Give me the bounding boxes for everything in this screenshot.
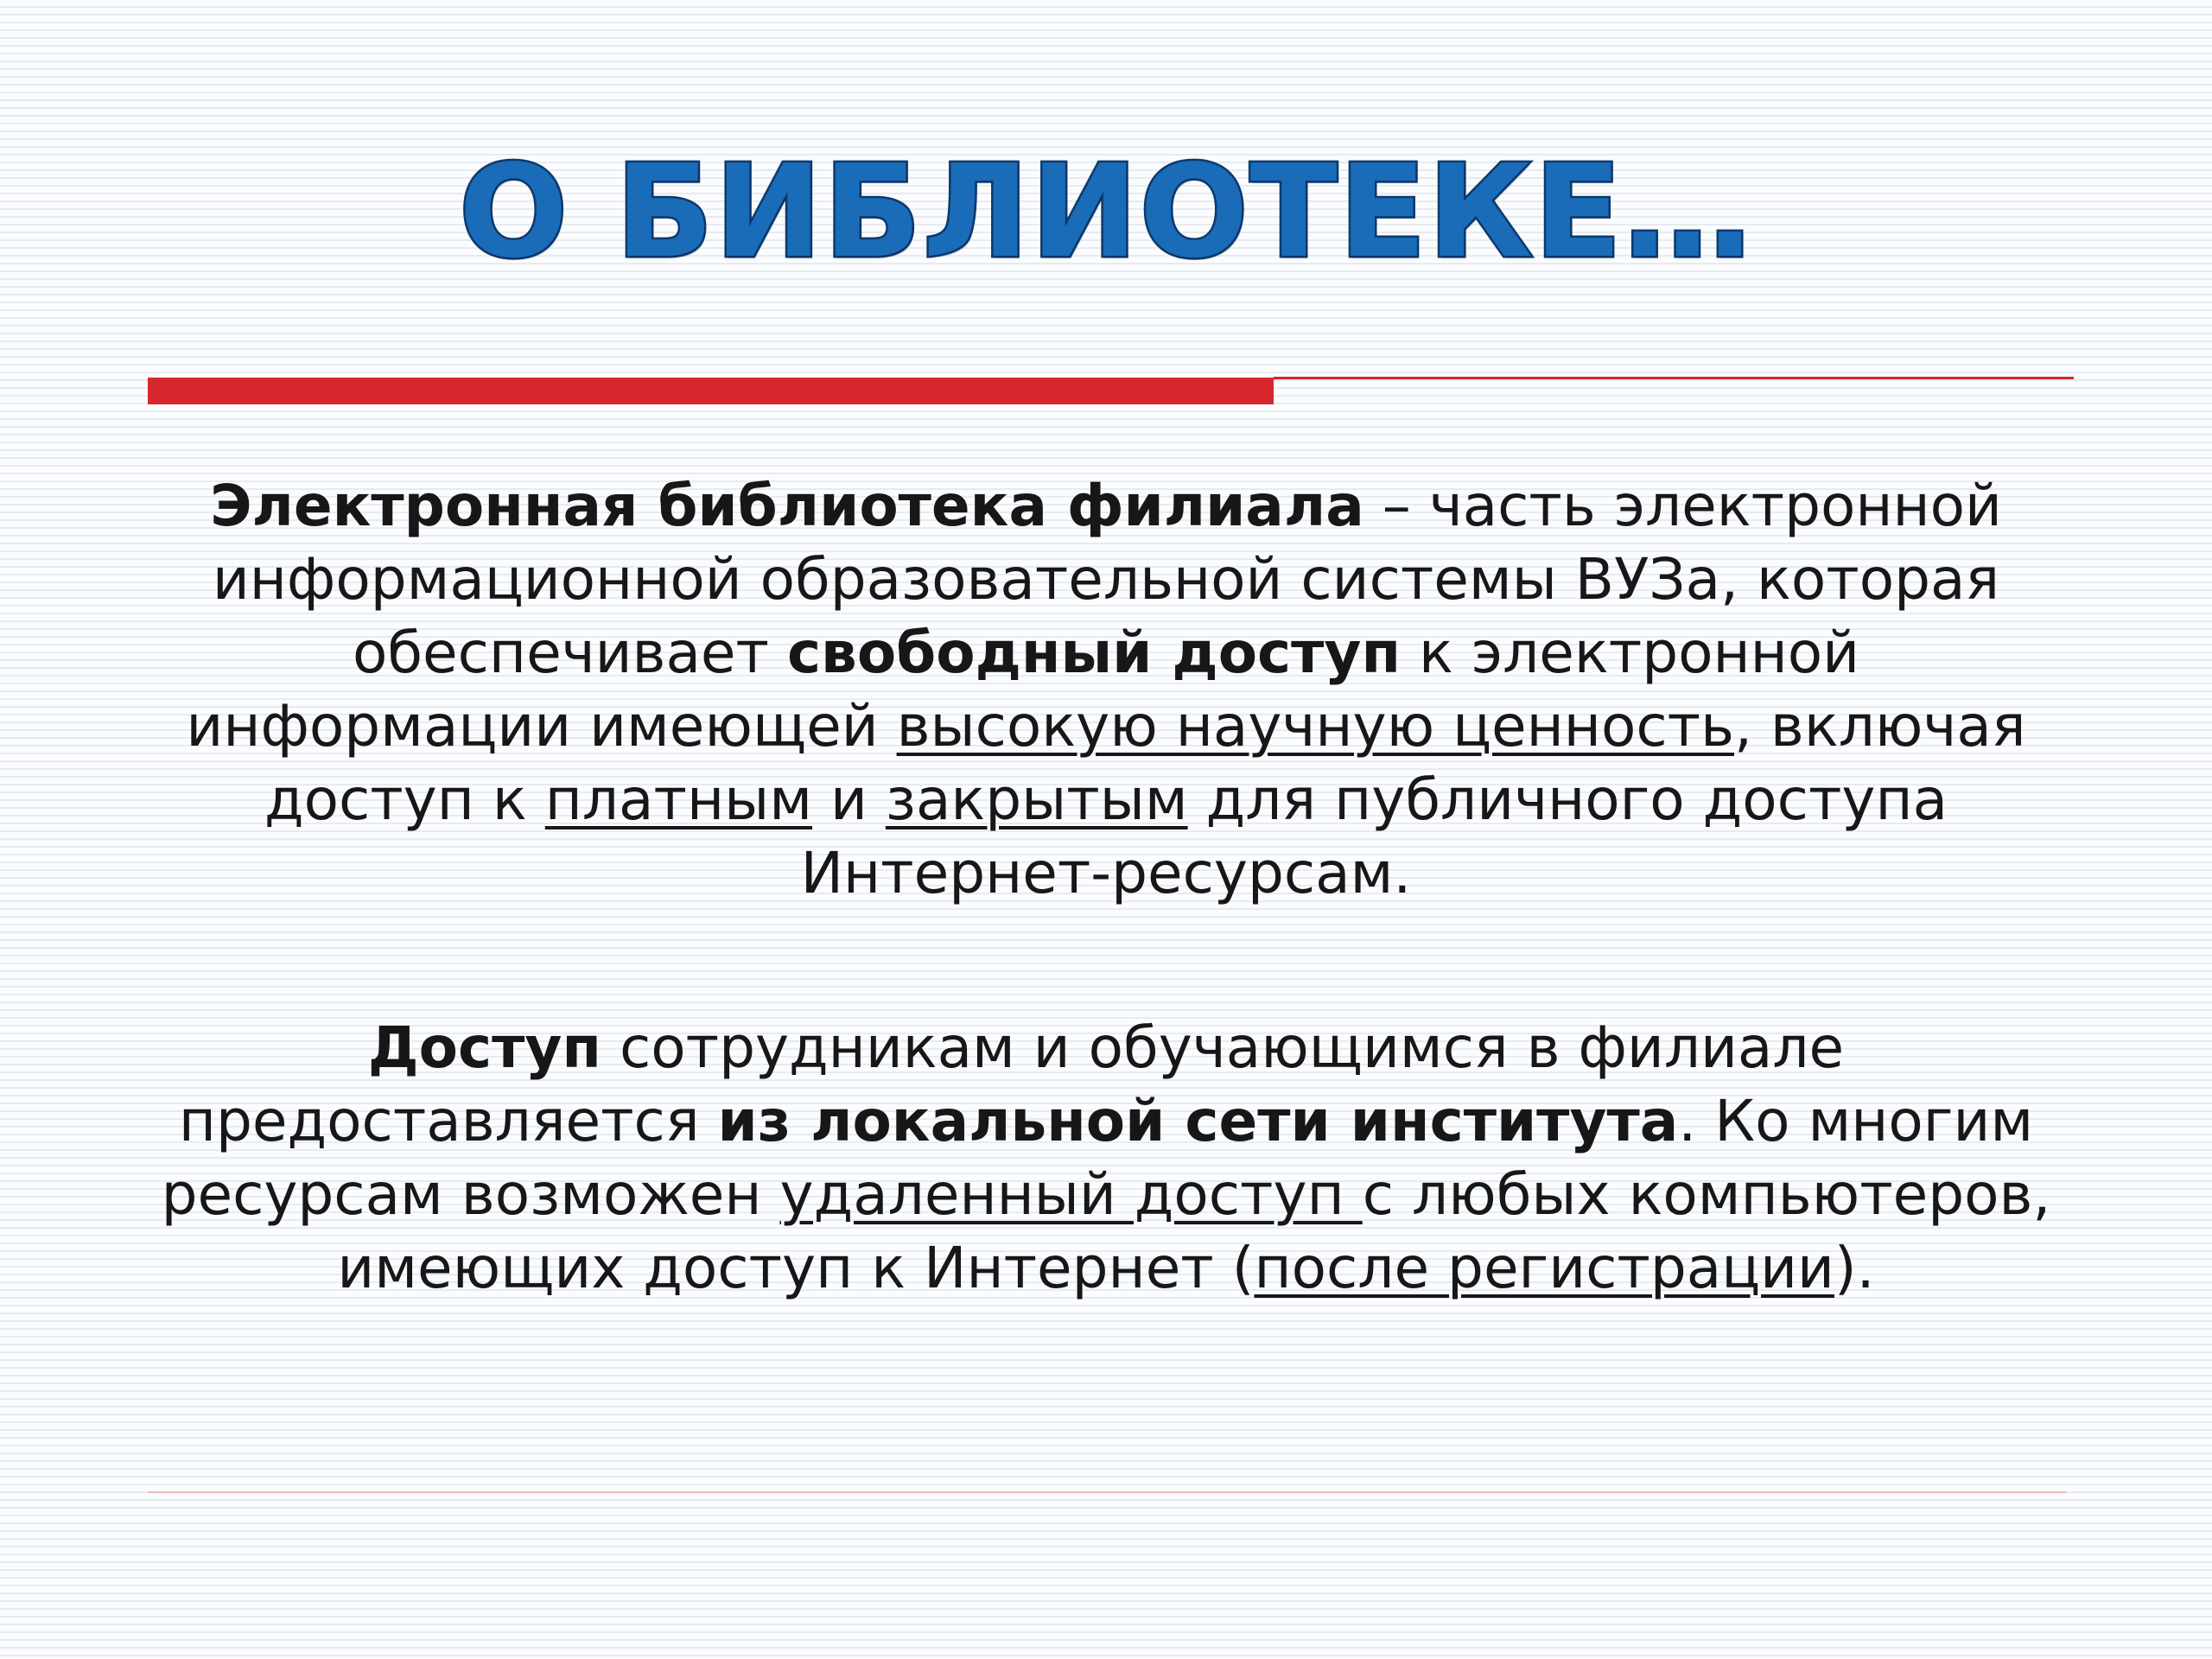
slide-title: О БИБЛИОТЕКЕ…: [459, 137, 1753, 286]
phrase-after-registration: после регистрации: [1254, 1235, 1834, 1301]
paragraph-text: и: [812, 766, 886, 833]
term-electronic-library: Электронная библиотека филиала: [210, 473, 1364, 539]
phrase-closed: закрытым: [885, 766, 1188, 833]
paragraph-text: ).: [1834, 1235, 1875, 1301]
phrase-remote-access: удаленный доступ: [779, 1161, 1363, 1228]
paragraph-electronic-library: [156, 469, 2056, 910]
paragraph-text: сотрудникам и обучающимся в филиале предоставляется: [178, 1014, 1845, 1154]
term-local-network: из локальной сети института: [717, 1088, 1679, 1154]
paragraph-text: к электронной информации имеющей: [186, 620, 1860, 760]
paragraph-text: – часть электронной информационной образовательной системы ВУЗа, которая обеспечивает: [212, 473, 2002, 686]
term-access: Доступ: [367, 1014, 601, 1081]
footer-divider: [148, 1491, 2066, 1493]
title-underline-thick: [148, 378, 1274, 404]
paragraph-text: , включая доступ к: [264, 693, 2026, 833]
phrase-high-scientific-value: высокую научную ценность: [896, 693, 1734, 760]
paragraph-text: . Ко многим ресурсам возможен: [161, 1088, 2034, 1228]
paragraph-access: [156, 1011, 2056, 1305]
phrase-paid: платным: [544, 766, 812, 833]
paragraph-text: для публичного доступа Интернет-ресурсам.: [800, 766, 1948, 906]
paragraph-text: с любых компьютеров, имеющих доступ к Интернет (: [337, 1161, 2051, 1301]
term-free-access: свободный доступ: [786, 620, 1402, 686]
title-underline-thin: [1274, 377, 2074, 379]
